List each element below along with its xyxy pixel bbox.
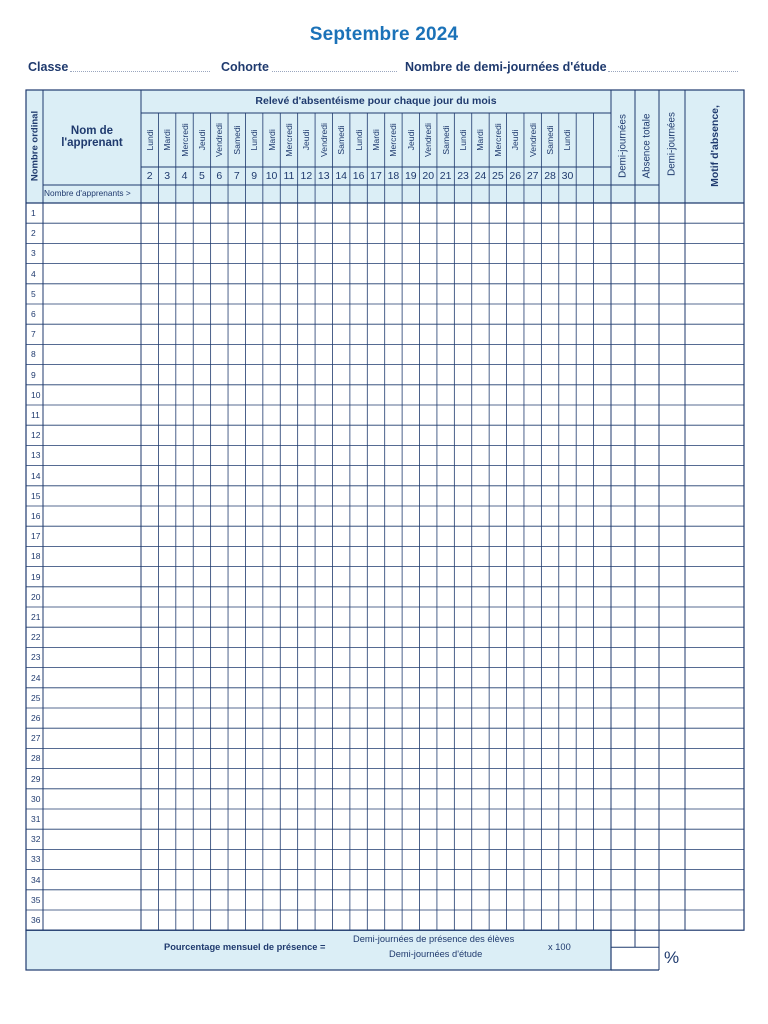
day-number: 24 <box>474 170 487 182</box>
day-number: 11 <box>283 170 295 182</box>
absence-group-header: Relevé d'absentéisme pour chaque jour du mois <box>255 95 497 107</box>
day-number: 5 <box>199 170 205 182</box>
day-number: 9 <box>251 170 258 182</box>
row-number: 17 <box>31 531 41 542</box>
classe-label: Classe <box>28 60 69 74</box>
day-number: 4 <box>181 170 188 182</box>
row-number: 24 <box>31 672 41 683</box>
day-number: 21 <box>439 170 452 182</box>
row-number: 36 <box>31 915 41 925</box>
weekday-label: Vendredi <box>318 123 329 157</box>
weekday-label: Samedi <box>440 125 451 155</box>
day-number: 30 <box>561 170 574 182</box>
row-number: 32 <box>31 834 41 845</box>
row-number: 1 <box>31 208 36 218</box>
weekday-label: Samedi <box>336 125 347 155</box>
day-number: 19 <box>404 170 417 182</box>
row-number: 7 <box>31 329 36 340</box>
weekday-label: Vendredi <box>423 123 434 157</box>
day-number: 7 <box>233 170 240 182</box>
row-number: 18 <box>31 551 41 562</box>
row-number: 3 <box>31 248 36 259</box>
page-title: Septembre 2024 <box>309 24 459 45</box>
row-number: 21 <box>31 612 41 622</box>
weekday-label: Lundi <box>249 129 260 151</box>
row-number: 19 <box>31 571 41 582</box>
weekday-label: Jeudi <box>405 129 416 151</box>
weekday-label: Samedi <box>231 125 242 155</box>
row-number: 6 <box>31 309 36 319</box>
row-number: 22 <box>31 632 41 643</box>
weekday-label: Mardi <box>162 129 173 151</box>
percent-sign: % <box>664 948 680 967</box>
row-number: 20 <box>31 591 41 602</box>
day-number: 25 <box>492 170 504 182</box>
footer-multiplier: x 100 <box>548 942 571 952</box>
weekday-label: Jeudi <box>301 129 312 151</box>
row-number: 8 <box>31 349 36 360</box>
row-number: 34 <box>31 874 41 885</box>
day-number: 14 <box>335 170 348 182</box>
day-number: 13 <box>317 170 330 182</box>
row-number: 9 <box>31 369 36 380</box>
footer-label: Pourcentage mensuel de présence = <box>164 942 326 952</box>
day-number: 23 <box>457 170 469 182</box>
row-number: 12 <box>31 430 41 441</box>
row-number: 28 <box>31 753 41 764</box>
row-number: 29 <box>31 773 41 784</box>
day-number: 18 <box>387 170 400 182</box>
row-number: 10 <box>31 389 41 400</box>
row-number: 33 <box>31 854 41 865</box>
day-number: 10 <box>265 170 278 182</box>
day-number: 6 <box>216 170 223 182</box>
cohorte-label: Cohorte <box>221 60 269 74</box>
row-number: 16 <box>31 511 41 521</box>
summary-col-header: Absence totale <box>641 113 653 179</box>
weekday-label: Mercredi <box>492 123 503 157</box>
learner-count-label: Nombre d'apprenants > <box>44 188 131 198</box>
row-number: 23 <box>31 652 41 663</box>
weekday-label: Lundi <box>562 129 573 151</box>
row-number: 13 <box>31 450 41 461</box>
row-number: 2 <box>31 228 36 239</box>
weekday-label: Mardi <box>371 129 381 151</box>
row-number: 25 <box>31 692 41 703</box>
weekday-label: Jeudi <box>510 129 521 151</box>
day-number: 16 <box>352 170 365 182</box>
weekday-label: Mercredi <box>388 123 399 157</box>
col-name-header: Nom de l'apprenant <box>61 125 123 149</box>
day-number: 17 <box>370 170 382 182</box>
footer-numerator: Demi-journées de présence des élèves <box>353 934 515 944</box>
summary-col-header: Demi-journées <box>617 114 629 178</box>
row-number: 4 <box>31 268 36 279</box>
weekday-label: Lundi <box>144 129 155 151</box>
weekday-label: Mercredi <box>283 123 294 157</box>
row-number: 35 <box>31 894 41 905</box>
day-number: 26 <box>509 170 522 182</box>
row-number: 27 <box>31 733 41 744</box>
demi-journees-label: Nombre de demi-journées d'étude <box>405 60 607 74</box>
col-ordinal-header: Nombre ordinal <box>29 110 40 182</box>
weekday-label: Jeudi <box>196 129 207 151</box>
row-number: 11 <box>31 410 40 420</box>
day-number: 2 <box>146 170 153 182</box>
summary-col-header: Motif d'absence, <box>708 105 721 187</box>
weekday-label: Vendredi <box>527 123 538 157</box>
weekday-label: Samedi <box>545 125 556 155</box>
weekday-label: Mardi <box>475 129 486 151</box>
weekday-label: Lundi <box>458 129 469 151</box>
weekday-label: Lundi <box>353 129 364 151</box>
weekday-label: Vendredi <box>214 123 225 157</box>
row-number: 31 <box>31 814 41 824</box>
summary-col-header: Demi-journées <box>666 112 678 176</box>
row-number: 26 <box>31 713 41 723</box>
row-number: 15 <box>31 490 41 501</box>
row-number: 14 <box>31 470 41 481</box>
day-number: 3 <box>164 170 171 182</box>
weekday-label: Mercredi <box>179 123 190 157</box>
footer-denominator: Demi-journées d'étude <box>389 949 483 959</box>
row-number: 30 <box>31 793 41 804</box>
row-number: 5 <box>31 288 36 299</box>
day-number: 28 <box>544 170 556 182</box>
weekday-label: Mardi <box>266 129 277 151</box>
day-number: 12 <box>300 170 313 182</box>
day-number: 27 <box>526 170 539 182</box>
day-number: 20 <box>422 170 435 182</box>
